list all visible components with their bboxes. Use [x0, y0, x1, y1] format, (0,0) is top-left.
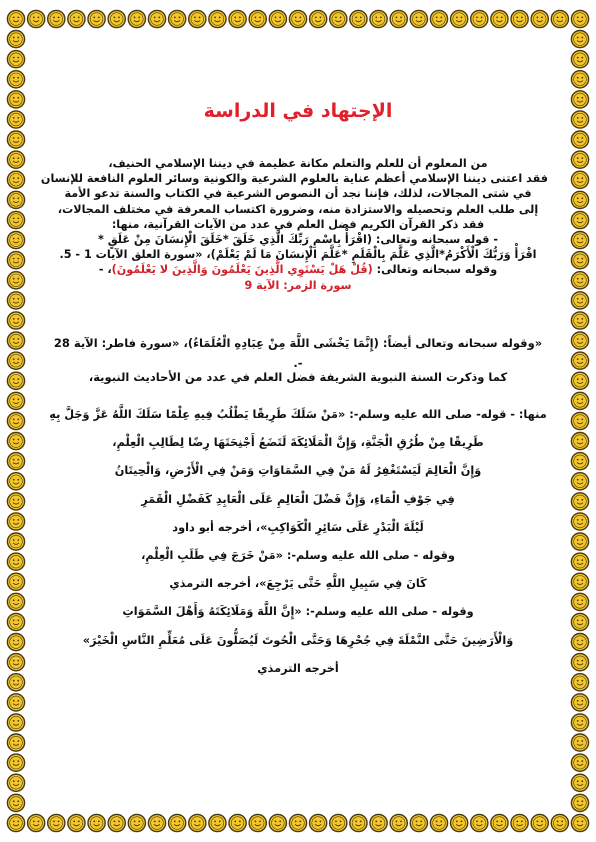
smiley-face-icon	[491, 10, 508, 27]
smiley-face-icon	[7, 694, 24, 711]
smiley-face-icon	[571, 694, 588, 711]
smiley-face-icon	[571, 332, 588, 349]
smiley-face-icon	[330, 10, 347, 27]
smiley-face-icon	[410, 814, 427, 831]
hadith-list	[48, 401, 548, 683]
smiley-face-icon	[7, 232, 24, 249]
smiley-face-icon	[571, 151, 588, 168]
smiley-face-icon	[209, 10, 226, 27]
smiley-face-icon	[571, 91, 588, 108]
smiley-face-icon	[571, 51, 588, 68]
intro-line: فقد اعتنى ديننا الإسلامي أعظم عناية بالعلوم الشرعية والكونية وسائر العلوم النافعة للإنسان	[40, 172, 548, 186]
verse-zumar	[48, 262, 548, 277]
hadith-line: طَرِيقًا مِنْ طُرُقِ الْجَنَّةِ، وَإِنَّ الْمَلَائِكَةَ لَتَضَعُ أَجْنِحَتَهَا رِضًا لِطَالِبِ الْعِلْمِ،	[112, 436, 484, 450]
smiley-face-icon	[7, 553, 24, 570]
smiley-face-icon	[370, 10, 387, 27]
smiley-face-icon	[531, 10, 548, 27]
smiley-face-icon	[7, 272, 24, 289]
intro-paragraph	[40, 156, 548, 293]
smiley-face-icon	[571, 211, 588, 228]
smiley-face-icon	[68, 10, 85, 27]
smiley-face-icon	[7, 593, 24, 610]
smiley-face-icon	[571, 553, 588, 570]
smiley-face-icon	[571, 171, 588, 188]
page-title: الإجتهاد في الدراسة	[203, 100, 393, 122]
smiley-face-icon	[551, 814, 568, 831]
smiley-face-icon	[571, 71, 588, 88]
smiley-face-icon	[471, 10, 488, 27]
smiley-face-icon	[7, 412, 24, 429]
smiley-face-icon	[269, 10, 286, 27]
smiley-face-icon	[108, 814, 125, 831]
smiley-face-icon	[7, 352, 24, 369]
smiley-face-icon	[28, 10, 45, 27]
hadith-line: كَانَ فِي سَبِيلِ اللَّهِ حَتَّى يَرْجِعَ»، أخرجه الترمذي	[169, 577, 427, 591]
smiley-face-icon	[7, 513, 24, 530]
smiley-face-icon	[571, 814, 588, 831]
smiley-face-icon	[571, 593, 588, 610]
smiley-face-icon	[310, 10, 327, 27]
smiley-face-icon	[128, 10, 145, 27]
smiley-face-icon	[7, 312, 24, 329]
smiley-face-icon	[209, 814, 226, 831]
smiley-face-icon	[88, 814, 105, 831]
smiley-face-icon	[571, 111, 588, 128]
hadith-line: منها: - قوله- صلى الله عليه وسلم-: «مَنْ سَلَكَ طَرِيقًا يَطْلُبُ فِيهِ عِلْمًا سَلَكَ اللَّهُ عَزَّ وَجَلَّ بِهِ	[49, 408, 547, 421]
smiley-face-icon	[7, 734, 24, 751]
smiley-face-icon	[48, 10, 65, 27]
smiley-face-icon	[491, 814, 508, 831]
smiley-face-icon	[571, 372, 588, 389]
smiley-face-icon	[571, 433, 588, 450]
sunnah-intro: كما وذكرت السنة النبوية الشريفة فضل العلم في عدد من الأحاديث النبوية،	[88, 370, 508, 384]
smiley-face-icon	[571, 453, 588, 470]
verse-zumar-reference: سورة الزمر: الآية 9	[244, 278, 352, 292]
smiley-face-icon	[7, 292, 24, 309]
smiley-face-icon	[7, 774, 24, 791]
smiley-face-icon	[571, 30, 588, 47]
intro-line: فقد ذكر القرآن الكريم فضل العلم في عدد من الآيات القرآنية، منها:	[111, 217, 485, 231]
verse-fatir: «وقوله سبحانه وتعالى أيضاً: (إِنَّمَا يَخْشَى اللَّهَ مِنْ عِبَادِهِ الْعُلَمَاءُ)، «سورة فاطر: الآية 28 -.	[53, 336, 543, 370]
smiley-face-icon	[7, 392, 24, 409]
smiley-face-icon	[7, 433, 24, 450]
smiley-face-icon	[571, 654, 588, 671]
intro-line: - قوله سبحانه وتعالى: (اقْرَأْ بِاسْمِ رَبِّكَ الَّذِي خَلَقَ *خَلَقَ الْإِنسَانَ مِنْ عَلَقٍ *	[97, 233, 499, 247]
smiley-face-icon	[229, 814, 246, 831]
smiley-face-icon	[451, 814, 468, 831]
smiley-face-icon	[7, 171, 24, 188]
hadith-line: وَالْأَرَضِينَ حَتَّى النَّمْلَةَ فِي جُحْرِهَا وَحَتَّى الْحُوتَ لَيُصَلُّونَ عَلَى مُعَلِّمِ النَّاسِ الْخَيْرَ»	[82, 633, 514, 647]
smiley-face-icon	[571, 794, 588, 811]
intro-line: اقْرَأْ وَرَبُّكَ الْأَكْرَمُ*الَّذِي عَلَّمَ بِالْقَلَمِ *عَلَّمَ الْإِنسَانَ مَا لَمْ يَعْلَمْ)، «سورة العلق الآيات 1 - 5.	[59, 248, 537, 262]
smiley-face-icon	[571, 513, 588, 530]
smiley-face-icon	[551, 10, 568, 27]
smiley-face-icon	[531, 814, 548, 831]
smiley-face-icon	[7, 674, 24, 691]
smiley-face-icon	[7, 131, 24, 148]
verse-zumar-suffix: ، -	[98, 263, 112, 277]
smiley-face-icon	[571, 734, 588, 751]
smiley-face-icon	[7, 111, 24, 128]
smiley-face-icon	[390, 814, 407, 831]
intro-line: في شتى المجالات، لذلك، فإننا نجد أن النصوص الشرعية في الكتاب والسنة تدعو الأمة	[64, 187, 532, 201]
smiley-face-icon	[88, 10, 105, 27]
hadith-line: أخرجه الترمذي	[257, 661, 339, 675]
smiley-face-icon	[108, 10, 125, 27]
smiley-face-icon	[28, 814, 45, 831]
smiley-face-icon	[451, 10, 468, 27]
verse-zumar-prefix: وقوله سبحانه وتعالى:	[372, 263, 498, 277]
smiley-face-icon	[128, 814, 145, 831]
smiley-face-icon	[189, 814, 206, 831]
smiley-face-icon	[7, 30, 24, 47]
smiley-face-icon	[430, 814, 447, 831]
smiley-face-icon	[310, 814, 327, 831]
smiley-face-icon	[7, 714, 24, 731]
smiley-face-icon	[249, 814, 266, 831]
smiley-face-icon	[571, 232, 588, 249]
smiley-face-icon	[7, 453, 24, 470]
smiley-face-icon	[571, 292, 588, 309]
smiley-face-icon	[7, 211, 24, 228]
smiley-face-icon	[148, 10, 165, 27]
smiley-face-icon	[48, 814, 65, 831]
smiley-face-icon	[571, 252, 588, 269]
smiley-face-icon	[7, 493, 24, 510]
smiley-face-icon	[511, 814, 528, 831]
smiley-face-icon	[7, 794, 24, 811]
smiley-face-icon	[7, 51, 24, 68]
smiley-face-icon	[330, 814, 347, 831]
smiley-face-icon	[7, 473, 24, 490]
smiley-face-icon	[571, 352, 588, 369]
smiley-face-icon	[7, 151, 24, 168]
smiley-face-icon	[471, 814, 488, 831]
smiley-face-icon	[7, 654, 24, 671]
smiley-face-icon	[370, 814, 387, 831]
smiley-face-icon	[571, 774, 588, 791]
hadith-line: وقوله - صلى الله عليه وسلم-: «إِنَّ اللَّهَ وَمَلَائِكَتَهُ وَأَهْلَ السَّمَوَاتِ	[122, 605, 474, 619]
smiley-face-icon	[7, 533, 24, 550]
smiley-face-icon	[571, 754, 588, 771]
smiley-face-icon	[571, 634, 588, 651]
smiley-face-icon	[350, 814, 367, 831]
smiley-face-icon	[148, 814, 165, 831]
document-body	[40, 92, 548, 732]
smiley-face-icon	[269, 814, 286, 831]
smiley-face-icon	[229, 10, 246, 27]
smiley-face-icon	[289, 10, 306, 27]
smiley-face-icon	[571, 131, 588, 148]
smiley-face-icon	[7, 573, 24, 590]
smiley-face-icon	[7, 613, 24, 630]
smiley-face-icon	[7, 814, 24, 831]
hadith-line: فِي جَوْفِ الْمَاءِ، وَإِنَّ فَضْلَ الْعَالِمِ عَلَى الْعَابِدِ كَفَضْلِ الْقَمَرِ	[141, 492, 455, 506]
smiley-face-icon	[7, 191, 24, 208]
smiley-face-icon	[350, 10, 367, 27]
smiley-face-icon	[68, 814, 85, 831]
smiley-face-icon	[7, 10, 24, 27]
smiley-face-icon	[571, 312, 588, 329]
smiley-face-icon	[571, 493, 588, 510]
smiley-face-icon	[169, 814, 186, 831]
smiley-face-icon	[430, 10, 447, 27]
smiley-face-icon	[7, 332, 24, 349]
smiley-face-icon	[189, 10, 206, 27]
intro-line: من المعلوم أن للعلم والتعلم مكانة عظيمة في ديننا الإسلامي الحنيف،	[108, 157, 488, 170]
smiley-face-icon	[571, 613, 588, 630]
smiley-face-icon	[571, 533, 588, 550]
intro-line: إلى طلب العلم وتحصيله والاستزادة منه، وضرورة اكتساب المعرفة في مختلف المجالات،	[57, 202, 539, 216]
smiley-face-icon	[571, 473, 588, 490]
smiley-face-icon	[7, 91, 24, 108]
smiley-face-icon	[410, 10, 427, 27]
smiley-face-icon	[169, 10, 186, 27]
smiley-face-icon	[571, 392, 588, 409]
smiley-face-icon	[571, 674, 588, 691]
smiley-face-icon	[571, 412, 588, 429]
smiley-face-icon	[7, 634, 24, 651]
hadith-line: وَإِنَّ الْعَالِمَ لَيَسْتَغْفِرُ لَهُ مَنْ فِي السَّمَاوَاتِ وَمَنْ فِي الْأَرْضِ، وَالْحِيتَانُ	[114, 464, 482, 478]
smiley-face-icon	[289, 814, 306, 831]
smiley-face-icon	[7, 372, 24, 389]
hadith-line: وقوله - صلى الله عليه وسلم-: «مَنْ خَرَجَ فِي طَلَبِ الْعِلْمِ،	[141, 549, 455, 563]
smiley-face-icon	[571, 573, 588, 590]
smiley-face-icon	[571, 10, 588, 27]
smiley-face-icon	[390, 10, 407, 27]
smiley-face-icon	[249, 10, 266, 27]
smiley-face-icon	[7, 252, 24, 269]
hadith-line: لَيْلَةَ الْبَدْرِ عَلَى سَائِرِ الْكَوَاكِبِ»، أخرجه أبو داود	[172, 520, 424, 534]
smiley-face-icon	[511, 10, 528, 27]
smiley-face-icon	[571, 714, 588, 731]
verse-zumar-quote: (قُلْ هَلْ يَسْتَوِي الَّذِينَ يَعْلَمُونَ وَالَّذِينَ لا يَعْلَمُونَ)	[111, 263, 373, 277]
smiley-face-icon	[571, 272, 588, 289]
smiley-face-icon	[7, 71, 24, 88]
smiley-face-icon	[571, 191, 588, 208]
smiley-face-icon	[7, 754, 24, 771]
